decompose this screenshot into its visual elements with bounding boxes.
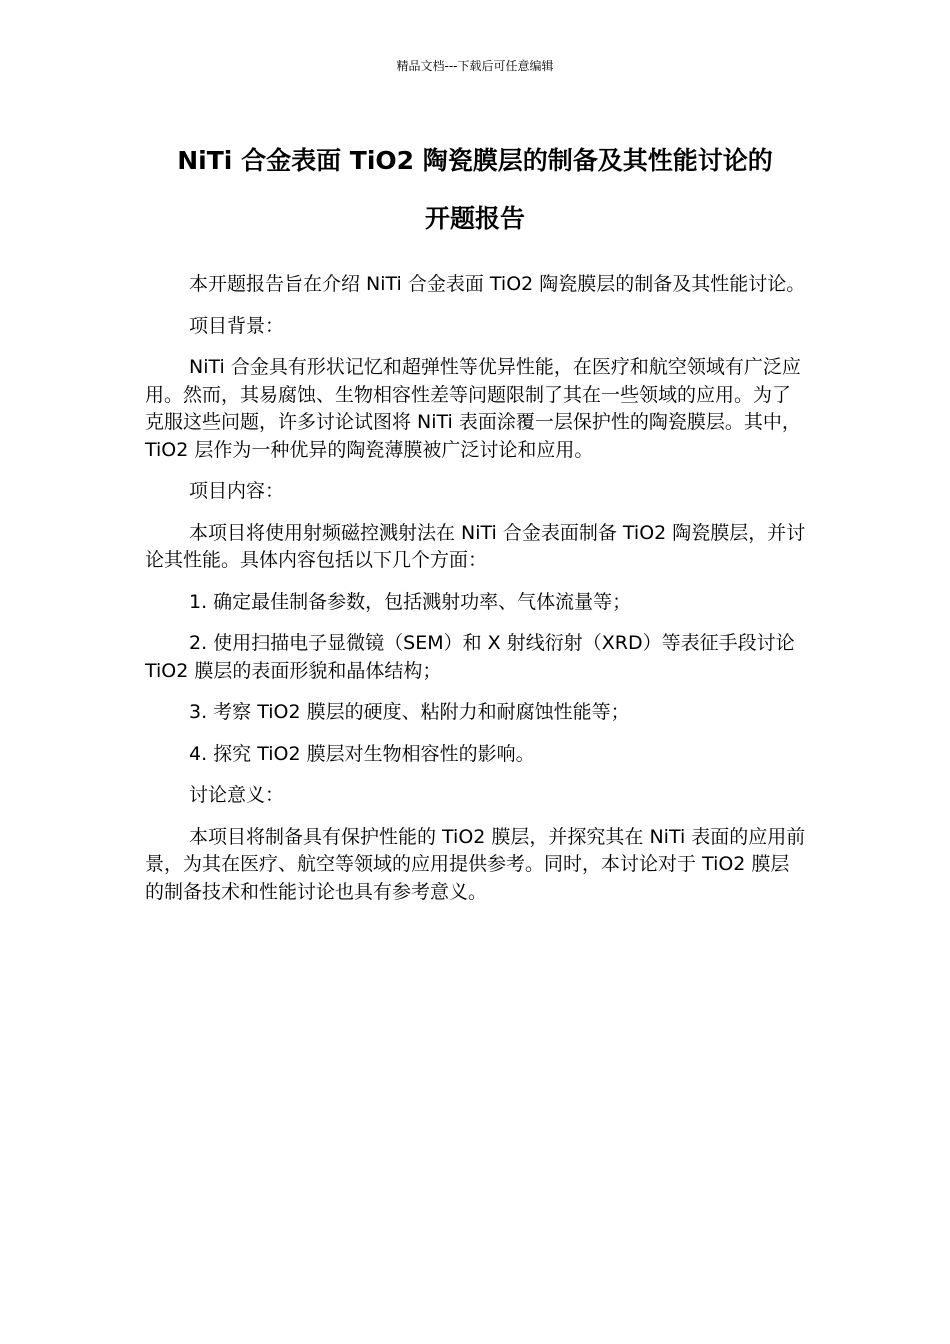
paragraph-intro: 本开题报告旨在介绍 NiTi 合金表面 TiO2 陶瓷膜层的制备及其性能讨论。 [189,273,806,295]
list-item-4: 4. 探究 TiO2 膜层对生物相容性的影响。 [189,742,535,765]
section-heading-background: 项目背景： [189,314,285,337]
document-body [145,271,807,920]
paragraph-significance: 本项目将制备具有保护性能的 TiO2 膜层，并探究其在 NiTi 表面的应用前景，为其在医疗、航空等领域的应用提供参考。同时，本讨论对于 TiO2 膜层的制备技术和性能讨论也具有参考意义。 [145,825,806,903]
title-line-1: NiTi 合金表面 TiO2 陶瓷膜层的制备及其性能讨论的 [177,146,773,175]
page-header: 精品文档---下载后可任意编辑 [396,59,554,73]
document-title [100,132,850,248]
title-line-2: 开题报告 [424,204,525,233]
list-item-2: 2. 使用扫描电子显微镜（SEM）和 X 射线衍射（XRD）等表征手段讨论 TiO2 膜层的表面形貌和晶体结构； [145,632,795,682]
section-heading-significance: 讨论意义： [189,784,285,806]
paragraph-background: NiTi 合金具有形状记忆和超弹性等优异性能，在医疗和航空领域有广泛应用。然而，其易腐蚀、生物相容性差等问题限制了其在一些领域的应用。为了克服这些问题，许多讨论试图将 NiTi 表面涂覆一层保护性的陶瓷膜层。其中，TiO2 层作为一种优异的陶瓷薄膜被广泛讨论和应用。 [145,356,801,461]
list-item-1: 1. 确定最佳制备参数，包括溅射功率、气体流量等； [189,590,632,613]
list-item-3: 3. 考察 TiO2 膜层的硬度、粘附力和耐腐蚀性能等； [189,701,630,723]
section-heading-content: 项目内容： [189,480,285,502]
paragraph-content: 本项目将使用射频磁控溅射法在 NiTi 合金表面制备 TiO2 陶瓷膜层，并讨论其性能。具体内容包括以下几个方面： [145,521,806,571]
